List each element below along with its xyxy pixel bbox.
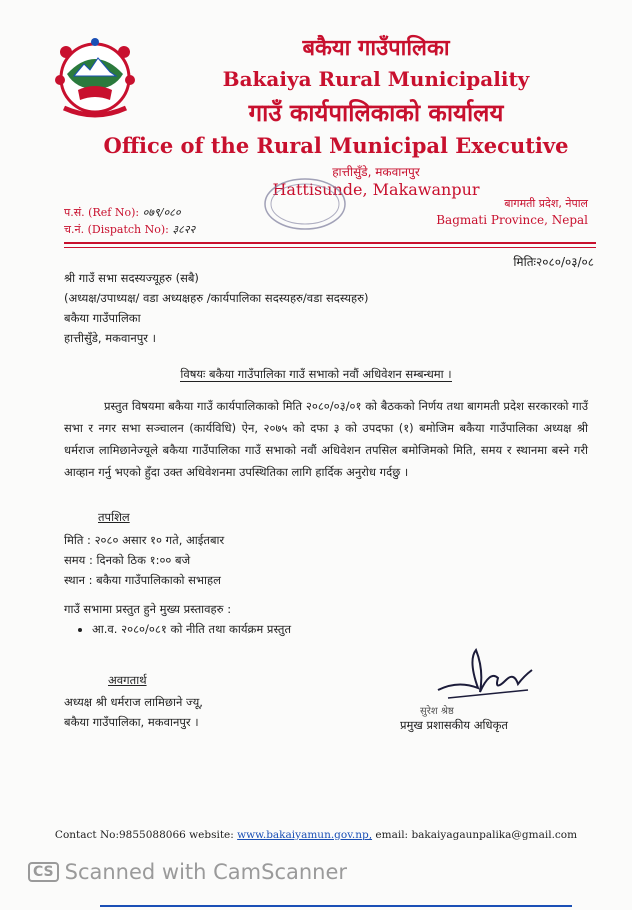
addressee-line: श्री गाउँ सभा सदस्यज्यूहरु (सबै) bbox=[64, 271, 199, 285]
details-line: स्थान : बकैया गाउँपालिकाको सभाहल bbox=[64, 573, 221, 587]
letter-date: मितिः२०८०/०३/०८ bbox=[513, 255, 594, 269]
agenda-item: • आ.व. २०८०/०८१ को नीति तथा कार्यक्रम प्रस्तुत bbox=[92, 622, 291, 637]
addressee-line: हात्तीसुँडे, मकवानपुर । bbox=[64, 331, 156, 345]
footer-contact: Contact No:9855088066 website: www.bakaiyamun.gov.np, email: bakaiyagaunpalika@gmail.com bbox=[54, 829, 578, 841]
details-block bbox=[64, 530, 224, 590]
office-stamp-icon bbox=[262, 176, 348, 232]
province-en: Bagmati Province, Nepal bbox=[436, 213, 588, 227]
subject-line: विषयः बकैया गाउँपालिका गाउँ सभाको नवौं अधिवेशन सम्बन्धमा । bbox=[180, 367, 452, 381]
municipality-name-np: बकैया गाउँपालिका bbox=[302, 36, 450, 61]
address-np: हात्तीसुँडे, मकवानपुर bbox=[332, 165, 420, 179]
province-np: बागमती प्रदेश, नेपाल bbox=[504, 197, 588, 210]
signature-icon bbox=[428, 640, 538, 710]
cc-line: अध्यक्ष श्री धर्मराज लामिछाने ज्यू, bbox=[64, 695, 203, 709]
signatory-name: सुरेश श्रेष्ठ bbox=[420, 706, 454, 717]
details-heading: तपशिल bbox=[98, 510, 130, 524]
cc-block bbox=[64, 692, 203, 732]
body-paragraph: प्रस्तुत विषयमा बकैया गाउँ कार्यपालिकाको मिति २०८०/०३/०१ को बैठकको निर्णय तथा बागमती प्रदेश सरकारको गाउँ सभा र नगर सभा सञ्चालन (कार्यविधि) ऐन, २०७५ को दफा ३ को उपदफा (१) बमोजिम बकैया गाउँपालिका अध्यक्ष श्री धर्मराज लामिछानेज्यूले बकैया गाउँपालिका गाउँ सभाको नवौं अधिवेशन तपसिल बमोजिमको मिति, समय र स्थानमा बस्ने गरी आव्हान गर्नु भएको हुँदा उक्त अधिवेशनमा उपस्थितिका लागि हार्दिक अनुरोध गर्दछु । bbox=[64, 399, 588, 479]
header-divider-thin bbox=[64, 247, 596, 248]
office-name-en: Office of the Rural Municipal Executive bbox=[103, 133, 569, 158]
bottom-rule bbox=[100, 905, 572, 907]
signatory-title: प्रमुख प्रशासकीय अधिकृत bbox=[400, 718, 508, 732]
municipality-name-en: Bakaiya Rural Municipality bbox=[222, 67, 530, 91]
camscanner-logo-icon: CS bbox=[28, 862, 59, 882]
dispatch-number: च.नं. (Dispatch No): ३८२२ bbox=[64, 223, 196, 236]
cc-line: बकैया गाउँपालिका, मकवानपुर । bbox=[64, 715, 199, 729]
agenda-heading: गाउँ सभामा प्रस्तुत हुने मुख्य प्रस्तावहरु : bbox=[64, 602, 232, 616]
cc-heading: अवगतार्थ bbox=[108, 673, 147, 687]
agenda-list bbox=[78, 622, 291, 637]
addressee-line: (अध्यक्ष/उपाध्यक्ष/ वडा अध्यक्षहरु /कार्यपालिका सदस्यहरु/वडा सदस्यहरु) bbox=[64, 291, 369, 305]
scanner-watermark: CS Scanned with CamScanner bbox=[28, 860, 347, 884]
email-address: bakaiyagaunpalika@gmail.com bbox=[411, 829, 578, 841]
website-link[interactable]: www.bakaiyamun.gov.np, bbox=[237, 829, 373, 841]
addressee-block bbox=[64, 268, 368, 348]
addressee-line: बकैया गाउँपालिका bbox=[64, 311, 141, 325]
office-name-np: गाउँ कार्यपालिकाको कार्यालय bbox=[248, 99, 504, 127]
reference-number: प.सं. (Ref No): ०७९/०८० bbox=[64, 206, 181, 219]
address-en: Hattisunde, Makawanpur bbox=[272, 180, 480, 199]
header-divider bbox=[64, 242, 596, 244]
details-line: मिति : २०८० असार १० गते, आईतबार bbox=[64, 533, 225, 547]
details-line: समय : दिनको ठिक १:०० बजे bbox=[64, 553, 191, 567]
